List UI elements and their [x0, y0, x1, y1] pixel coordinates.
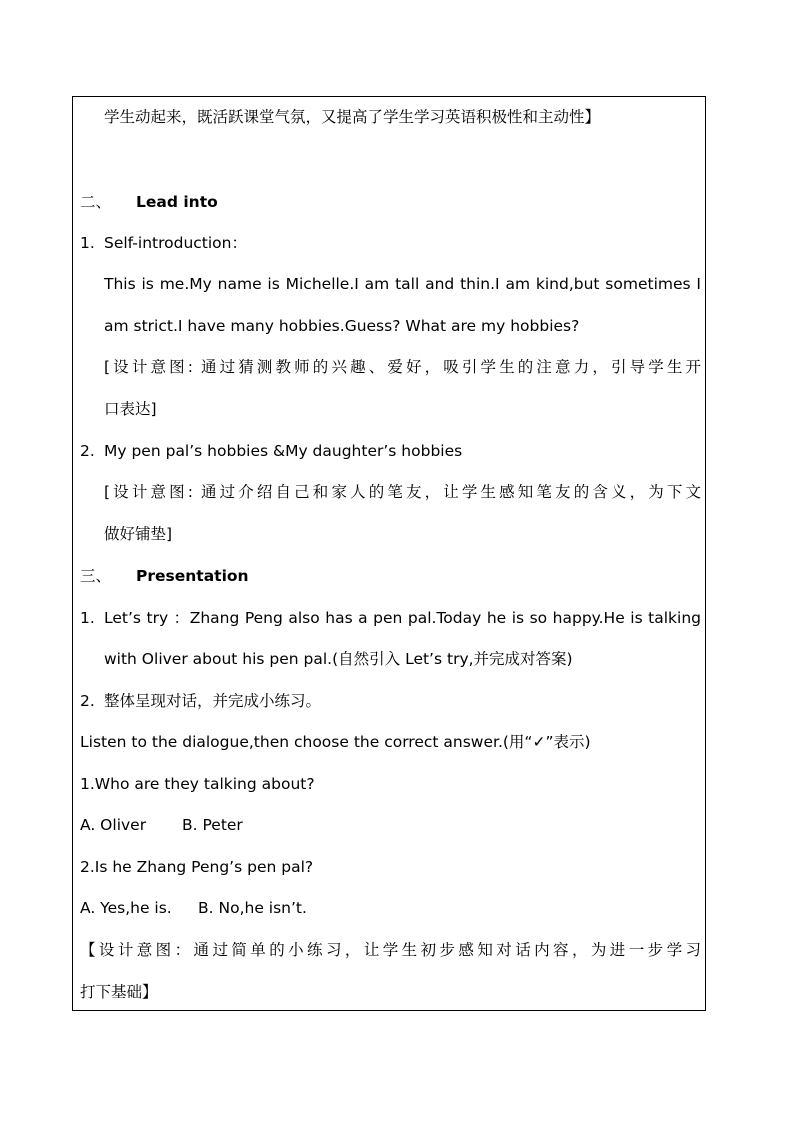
design-intent-1-line1: [设计意图: 通过猜测教师的兴趣、爱好，吸引学生的注意力，引导学生开	[104, 358, 701, 376]
section2-numeral: 二、	[80, 193, 112, 211]
question-1-option-b: B. Peter	[182, 816, 243, 834]
lets-try-line1: Let’s try ：Zhang Peng also has a pen pal.Today he is so happy.He is talking	[104, 609, 701, 627]
question-1-option-a: A. Oliver	[80, 816, 147, 834]
question-2-option-b: B. No,he isn’t.	[198, 899, 307, 917]
section3-item1-number: 1.	[80, 609, 95, 627]
section2-item2-label: My pen pal’s hobbies &My daughter’s hobbies	[104, 442, 463, 460]
listening-instruction: Listen to the dialogue,then choose the correct answer.(用“✓”表示)	[80, 733, 591, 751]
question-2: 2.Is he Zhang Peng’s pen pal?	[80, 858, 314, 876]
design-intent-2-line1: [设计意图: 通过介绍自己和家人的笔友，让学生感知笔友的含义，为下文	[104, 483, 701, 501]
section3-item2-text: 整体呈现对话，并完成小练习。	[104, 692, 322, 710]
section3-numeral: 三、	[80, 567, 112, 585]
design-intent-1-line2: 口表达]	[104, 400, 157, 418]
section3-item2-number: 2.	[80, 692, 95, 710]
intro-tail-line: 学生动起来，既活跃课堂气氛，又提高了学生学习英语积极性和主动性】	[104, 108, 601, 126]
design-intent-3-line2: 打下基础】	[80, 983, 158, 1001]
design-intent-3-line1: 【设计意图：通过简单的小练习，让学生初步感知对话内容，为进一步学习	[80, 941, 701, 959]
design-intent-2-line2: 做好铺垫]	[104, 525, 173, 543]
section2-title: Lead into	[136, 193, 218, 211]
section2-item1-label: Self-introduction：	[104, 234, 247, 252]
section2-item2-number: 2.	[80, 442, 95, 460]
question-2-option-a: A. Yes,he is.	[80, 899, 172, 917]
section2-item1-number: 1.	[80, 234, 95, 252]
self-intro-text-line1: This is me.My name is Michelle.I am tall and thin.I am kind,but sometimes I	[104, 275, 701, 293]
lets-try-line2: with Oliver about his pen pal.(自然引入 Let’s try,并完成对答案)	[104, 650, 573, 668]
self-intro-text-line2: am strict.I have many hobbies.Guess? What are my hobbies?	[104, 317, 580, 335]
section3-title: Presentation	[136, 567, 249, 585]
question-1: 1.Who are they talking about?	[80, 775, 315, 793]
